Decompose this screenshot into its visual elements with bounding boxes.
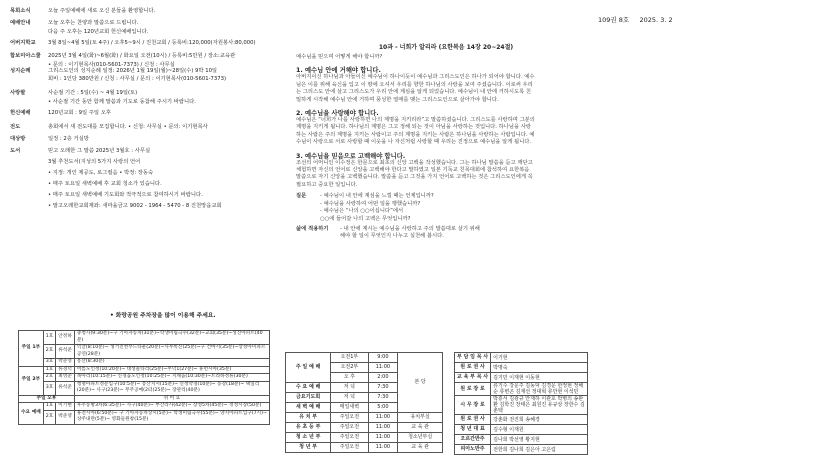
worship-time-label: 주일오전 <box>331 413 368 423</box>
announcement-line: 오늘 오후는 찬양과 말씀으로 드립니다. <box>48 20 139 26</box>
questions-list <box>320 193 536 223</box>
worship-time: 11:00 <box>368 413 398 423</box>
car-row <box>19 403 270 411</box>
announcement-line: 사순절 기간 : 5일(수) ~ 4월 19일(토) <box>48 90 138 96</box>
sermon-section-body: 예수님은 “너희가 나를 사랑하면 나의 계명을 지키리라”고 말씀하셨습니다. 그리스도를 사랑하며 그분의 계명을 지키게 됩니다. 하나님의 계명은 그고 정해 되는 것이 아님을 사랑하는 것입니다. 하나님을 사랑하는 사람은 주의 계명을 지키는 사람이고 주의 계명을 지키는 사람은 하나님을 사랑하는 사람입니다. 예수님이 사랑으로 서로 사랑할 때 이웃을 나 자신처럼 사랑할 때 우리는 진정으로 예수님을 알게 됩니다. <box>296 117 535 146</box>
worship-place: 교 육 관 <box>398 443 443 453</box>
announcement-item <box>10 8 155 16</box>
questions-block <box>296 193 536 223</box>
staff-row <box>455 435 588 445</box>
worship-time-label: 주일오전 <box>331 433 368 443</box>
car-schedule-table <box>18 330 270 425</box>
worship-time-label: 매일새벽 <box>331 403 368 413</box>
car-group: 주일 2부 <box>19 366 44 395</box>
announcement-category: 합보미아스쿨 <box>10 53 41 59</box>
announcement-category: 사랑팔 <box>10 90 26 96</box>
car-driver: 이기현 <box>56 403 75 411</box>
car-route: 휴전시아(6:50분)~ 구 기아자동차상시(5분)~ 학생미림극수(55분)~ 양지아파트입구(7시)~ 상주내란(5분)~ 영화들원창(15분) <box>74 410 269 424</box>
staff-names: 이기현 <box>491 353 588 363</box>
car-row <box>19 395 270 403</box>
worship-place: 교 육 관 <box>398 423 443 433</box>
announcement-line: 120년교회 : 9일 주일 오후 <box>48 110 111 116</box>
staff-role: 시 무 장 로 <box>455 396 491 415</box>
worship-place: 본 당 <box>398 353 443 413</box>
worship-row <box>286 443 443 453</box>
car-number: 1호 <box>43 366 56 374</box>
announcement-item <box>10 136 89 144</box>
staff-role: 오르간반주 <box>455 435 491 445</box>
worship-time: 5:00 <box>368 403 398 413</box>
staff-role: 교 육 부 목 사 <box>455 373 491 383</box>
parking-notice: • 화랑공원 주차장을 많이 이용해 주세요. <box>110 313 216 319</box>
apply-line: - 내 안에 계시는 예수님을 사랑하고 주의 말씀대로 살기 위해 <box>340 225 480 232</box>
sermon-intro: 예수님을 믿으며 어떻게 해야 합니까? <box>296 54 383 60</box>
car-row <box>19 345 270 359</box>
car-route: 흥산(8:30분) <box>74 359 269 367</box>
worship-row <box>286 413 443 423</box>
staff-table <box>454 352 588 455</box>
worship-place: 청소년부실 <box>398 433 443 443</box>
announcement-line: 다음 주 오후는 120년교회 헌신예배입니다. <box>48 29 149 35</box>
worship-time: 7:30 <box>368 383 398 393</box>
apply-list <box>340 226 536 241</box>
apply-line: 해야 할 일이 무엇인지 나누고 실천해 봅시다. <box>340 233 444 240</box>
announcement-line: • 사순절 기간 동안 함께 말씀과 기도로 동참해 주시기 바랍니다. <box>48 99 196 105</box>
announcement-category: 도서 <box>10 148 21 154</box>
car-row <box>19 374 270 382</box>
worship-name: 수 요 예 배 <box>286 383 331 393</box>
car-driver: 박준영 <box>56 410 75 424</box>
car-group: 주일 1부 <box>19 331 44 367</box>
announcement-line: 총회에서 새 전도대를 모집합니다. • 신청: 사무실 • 문의: 이기현목사 <box>48 124 208 130</box>
worship-name: 청 년 부 <box>286 443 331 453</box>
sermon-section-body: 조선의 어머니인 이수정은 한문으로 최초의 신앙 고백을 작성했습니다. 그는 하나님 말씀을 듣고 깨닫고 체험하면 자신의 언어로 신앙을 고백해야 한다고 말하였고 일본 기독교 친목대회에 참석하여 요한복음 말씀으로 자기 신앙을 고백했습니다. 말씀을 듣고 그것을 가지 언어로 고백하는 것은 그리스도인에게 꼭 필요하고 중요한 일입니다. <box>296 159 533 188</box>
worship-time: 9:00 <box>368 353 398 363</box>
questions-label: 질문 <box>296 193 307 200</box>
question-line: ○○에 들어갈 나의 고백은 무엇입니까? <box>320 215 411 222</box>
worship-time: 11:00 <box>368 433 398 443</box>
car-number: 2호 <box>43 374 56 382</box>
car-group: 주일 오후 <box>19 395 75 403</box>
car-route: 목아리(10:15분)~ 신경읍노인정(10:25분)~ 지채읍(10:30분)~트라하정류(30분) <box>74 374 269 382</box>
sermon-title: 10과 - 너희가 알리라 (요한복음 14장 20~24절) <box>378 44 514 51</box>
staff-names: 류기수 강운주 김동덕 김경운 한정현 정해순 류변곤 김재선 정대혁 류만현 이석민 <box>491 383 588 396</box>
issue-number: 109권 8호 <box>598 16 630 24</box>
staff-names: 김나희 박선영 황지현 <box>491 435 588 445</box>
announcement-item <box>10 110 111 118</box>
question-line: - 예수님은 “나의 ○○이십니다”에서 <box>320 208 404 215</box>
announcement-category: 목회소식 <box>10 8 31 14</box>
worship-row <box>286 433 443 443</box>
worship-place: 유치부실 <box>398 413 443 423</box>
sermon-section-heading: 2. 예수님을 사랑해야 합니다. <box>296 110 379 118</box>
question-line: - 예수님을 사랑하여 어떤 일을 행했습니까? <box>320 200 421 207</box>
announcement-line: 그리스도인의 성지순례 일정: 2026년 1월 19일(월)~28일(수) 9박 10일 <box>48 68 218 74</box>
car-driver: 안정하 <box>56 331 75 345</box>
worship-name: 금요기도회 <box>286 393 331 403</box>
sermon-section-heading: 3. 예수님을 믿음으로 고백해야 합니다. <box>296 152 406 160</box>
announcement-category: 전도 <box>10 124 21 130</box>
car-driver: 류석준 <box>56 381 75 395</box>
car-row <box>19 366 270 374</box>
sermon-section-heading: 1. 예수님 안에 거해야 합니다. <box>296 67 381 75</box>
announcement-item <box>10 40 256 48</box>
staff-role: 원 로 장 로 <box>455 383 491 396</box>
announcement-item <box>10 148 222 211</box>
car-number: 3호 <box>43 359 56 367</box>
staff-names: 강춘화 전진희 송혜경 <box>491 415 588 425</box>
worship-time: 11:00 <box>368 363 398 373</box>
car-number: 3호 <box>43 381 56 395</box>
worship-name: 새 벽 예 배 <box>286 403 331 413</box>
worship-name: 주 일 예 배 <box>286 353 331 383</box>
staff-row <box>455 425 588 435</box>
worship-time-label: 오전2부 <box>331 363 368 373</box>
car-row <box>19 331 270 345</box>
car-row <box>19 410 270 424</box>
announcement-line: • 문의 : 이기현목사(010-5601-7373) / 신청 : 사무실 <box>48 62 175 68</box>
car-number: 1호 <box>43 403 56 411</box>
worship-time-label: 주일오전 <box>331 443 368 453</box>
sermon-sections <box>296 65 536 189</box>
announcement-line: 오늘 주일예배에 새로 오신 분들을 환영합니다. <box>48 8 156 14</box>
staff-row <box>455 353 588 363</box>
staff-row <box>455 396 588 415</box>
worship-time-label: 오 후 <box>331 373 368 383</box>
car-route: 익글(8:10분)~ 생거진천푸드타운(20분)~사무록신(25분)~구 건마시(35분)~장성아미파르공연(28분) <box>74 345 269 359</box>
worship-time: 7:30 <box>368 393 398 403</box>
announcement-line: • 말고오래한교회계좌: 새마을금고 9002 - 1964 - 5470 - 8 진천망읍교회 <box>48 203 222 209</box>
worship-time: 11:00 <box>368 423 398 433</box>
car-number: 2호 <box>43 345 56 359</box>
staff-names: 김수형 이재원 <box>491 425 588 435</box>
worship-time-label: 오전1부 <box>331 353 368 363</box>
staff-role: 부 담 임 목 사 <box>455 353 491 363</box>
worship-name: 유 치 부 <box>286 413 331 423</box>
car-group: 수요 예배 <box>19 403 44 425</box>
worship-name: 청 소 년 부 <box>286 433 331 443</box>
car-route: 후주동방3차(6:35분)~ 사구(40분)~ 부산라사(42분)~ 장성5차(45분)~ 정성시장(50분) <box>74 403 269 411</box>
staff-role: 원 로 권 사 <box>455 363 491 373</box>
worship-time-label: 저 녁 <box>331 393 368 403</box>
staff-row <box>455 445 588 455</box>
car-route: 청명아파트정문입구(10:5분)~ 봉산지시(15분)~ 신정약경(10분)~ 동강(18분)~ 택일리(20분)~ 사구(23분)~ 무주공매(2터(25분)~ 장관리(40분) <box>74 381 269 395</box>
car-number: 1호 <box>43 331 56 345</box>
car-route: 충청사(9:30분)~구 기아자동차(31분)~학생미림극수(32분)~교회(35분)~성진아파트(40분) <box>74 331 269 345</box>
staff-role: 원 로 권 사 <box>455 415 491 425</box>
staff-names: 박명숙 <box>491 363 588 373</box>
announcement-line: 2025년 3월 4일(화)~6월(화) / 화요일 오전(10시) / 등록비:5만원 / 장소:교육관 <box>48 53 236 59</box>
question-line: - 예수님이 내 안에 계심을 느낄 때는 언제입니까? <box>320 193 434 200</box>
car-number: 2호 <box>43 410 56 424</box>
sermon-column <box>296 42 536 241</box>
issue-header <box>598 16 673 25</box>
car-driver: 최영준 <box>56 374 75 382</box>
worship-time: 11:00 <box>368 443 398 453</box>
car-driver: 류석준 <box>56 345 75 359</box>
worship-row <box>286 353 443 363</box>
announcement-category: 예배안내 <box>10 20 31 26</box>
announcement-line: • 지정: 개인 제공도, 로그컬음 • 박정: 장동숙 <box>48 170 154 176</box>
staff-names: 김기민 이재현 이동현 <box>491 373 588 383</box>
announcement-line: 믿고 오래한 그 말씀 2025년 3월호 : 사무실 <box>48 148 151 154</box>
worship-name: 유 초 등 부 <box>286 423 331 433</box>
staff-names: 전한희 김나희 김은아 고은림 <box>491 445 588 455</box>
issue-date: 2025. 3. 2 <box>639 16 673 24</box>
announcement-category: 헌신예배 <box>10 110 31 116</box>
announcement-line: 회비 : 1인당 380만원 / 신청 : 사무실 / 문의 : 이기현목사(010-5601-7373) <box>48 76 227 82</box>
sermon-section-body: 아버지이신 하나님과 아들이신 예수님이 하나이듯이 예수님과 그리스도인은 하나가 되어야 합니다. 예수님은 이를 위해 육신을 입고 이 땅에 오셔서 우리를 향한 하나님의 사랑을 보여 주셨습니다. 이로써 우리는 그리스도 안에 살고 그리스도가 우리 안에 계심을 알게 되었습니다. 예수님이 내 안에 거하시도록 친밀하게 시작해 예수님 안에 거하며 풍성한 열매를 맺는 그리스도인으로 살아가야 합니다. <box>296 74 535 103</box>
announcement-item <box>10 20 148 37</box>
staff-role: 피아노반주 <box>455 445 491 455</box>
worship-time-label: 주일오전 <box>331 423 368 433</box>
car-driver: 류경덕 <box>56 366 75 374</box>
worship-row <box>286 423 443 433</box>
announcement-line: • 매주 토요일 새벽예배 기도회와 적극적으로 참여하시기 바랍니다. <box>48 192 203 198</box>
apply-block <box>296 226 536 241</box>
car-route: 어름노인정(10:20분)~ 대성놀타리(25분)~무덕1(27분)~ 휴먼시아(35분) <box>74 366 269 374</box>
staff-row <box>455 383 588 396</box>
announcement-item <box>10 90 196 107</box>
announcement-item <box>10 124 208 132</box>
car-row <box>19 381 270 395</box>
announcement-line: 3월 8일~4월 5일(토 4주) / 오후5~9시 / 진천교회 / 등록비:120,000(자원봉사:80,000) <box>48 40 256 46</box>
staff-row <box>455 363 588 373</box>
apply-label: 삶에 적용하기 <box>296 225 329 232</box>
announcement-line: • 매주 토요일 새벽예배 후 교회 청소가 있습니다. <box>48 181 162 187</box>
announcement-line: 3월 추천도서(지성의 5가지 사랑의 언어 <box>48 159 141 165</box>
announcement-category: 성지순례 <box>10 68 31 74</box>
announcement-category: 어버지학교 <box>10 40 36 46</box>
worship-time-label: 저 녁 <box>331 383 368 393</box>
staff-row <box>455 415 588 425</box>
announcement-category: 대상방 <box>10 136 26 142</box>
announcement-item <box>10 68 226 84</box>
staff-names: 박흥서 김광규 안재하 이관호 박병의 송완환 김학진 장태은 최원진 유규상 장한수 김춘택 <box>491 396 588 415</box>
worship-time: 2:00 <box>368 373 398 383</box>
staff-row <box>455 373 588 383</box>
staff-role: 청 년 대 표 <box>455 425 491 435</box>
car-row <box>19 359 270 367</box>
car-driver: 박준영 <box>56 359 75 367</box>
car-route: 쉬 어 요 <box>74 395 269 403</box>
announcements-column <box>10 8 260 308</box>
worship-schedule-table <box>285 352 443 453</box>
announcement-line: 일정 : 2층 거실방 <box>48 136 89 142</box>
